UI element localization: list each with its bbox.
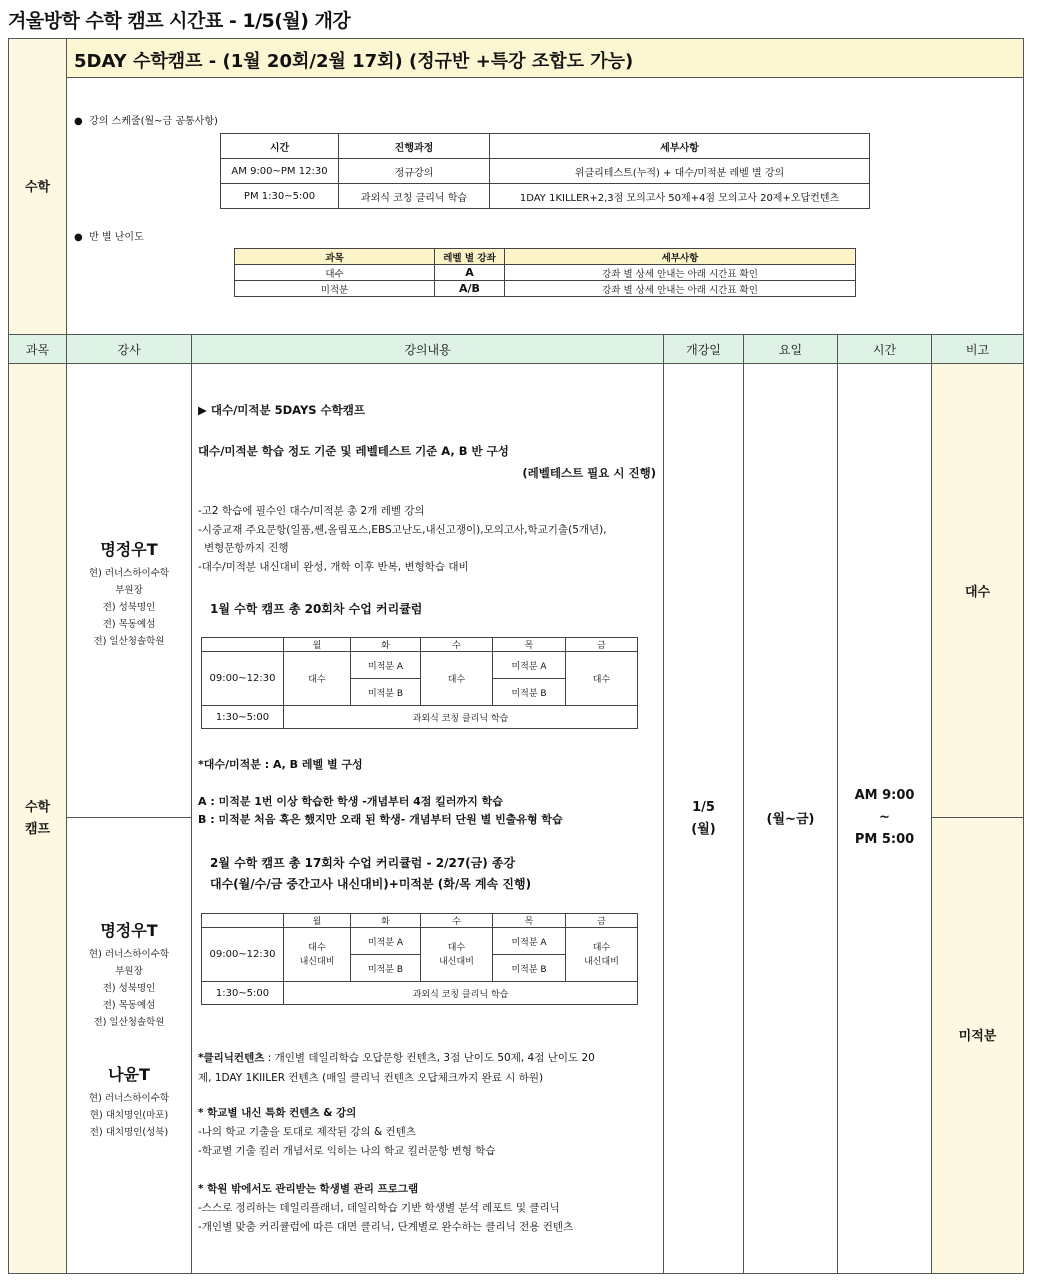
level-heading: ● 반 별 난이도 (74, 232, 144, 243)
teacher-1-line: 전) 일산청솔학원 (93, 636, 165, 647)
level-a-desc: A : 미적분 1번 이상 학습한 학생 -개념부터 4점 킬러까지 학습 (198, 795, 503, 808)
start-date: 1/5 (월) (691, 800, 716, 837)
teacher-1-line: 전) 성북명인 (102, 602, 156, 613)
teacher-2-line: 전) 성북명인 (102, 983, 156, 994)
camp-banner-text: 5DAY 수학캠프 - (1월 20회/2월 17회) (정규반 +특강 조합도 가능) (74, 51, 634, 72)
teacher-2-line: 현) 러너스하이수학 (88, 949, 170, 960)
teacher-2-line: 부원장 (115, 966, 143, 977)
level-test-note: (레벨테스트 필요 시 진행) (522, 466, 656, 480)
jan-curriculum-table: 월 화 수 목 금 09:00~12:30 대수 미적분 A 대수 미적분 A 대수 미적분 B 미적분 B 1:30~5:00 과외식 코칭 클리닉 학습 (201, 637, 638, 729)
note-algebra: 대수 (964, 585, 991, 600)
teacher-2-line: 전) 일산청솔학원 (93, 1017, 165, 1028)
school-content: * 학교별 내신 특화 컨텐츠 & 강의 -나의 학교 기출을 토대로 제작된 강의 & 컨텐츠 -학교별 기출 킬러 개념서로 익히는 나의 학교 킬러문항 변형 학습 (198, 1107, 496, 1157)
header-subject: 과목 (25, 342, 50, 357)
teacher-1-line: 현) 러너스하이수학 (88, 568, 170, 579)
level-structure-heading: 대수/미적분 학습 정도 기준 및 레벨테스트 기준 A, B 반 구성 (198, 444, 509, 458)
header-teacher: 강사 (117, 342, 141, 357)
feb-curriculum-table: 월 화 수 목 금 09:00~12:30 대수 내신대비 미적분 A 대수 내신대비 미적분 A 대수 내신대비 미적분 B 미적분 B 1:30~5:00 과외식 코칭 클리닉 학습 (201, 913, 638, 1005)
teacher-2-line: 전) 목동예섬 (102, 1000, 156, 1011)
top-subject-label: 수학 (24, 179, 51, 195)
feb-curriculum-title: 2월 수학 캠프 총 17회차 수업 커리큘럼 - 2/27(금) 종강 대수(월/수/금 중간고사 내신대비)+미적분 (화/목 계속 진행) (210, 856, 532, 891)
teacher-1-name: 명정우T (100, 540, 158, 559)
teacher-3-line: 현) 대치명인(마포) (89, 1110, 169, 1121)
teacher-3-name: 나윤T (108, 1065, 150, 1084)
header-note: 비고 (965, 342, 990, 357)
header-start: 개강일 (686, 342, 721, 357)
class-days: (월~금) (766, 812, 815, 827)
teacher-3-line: 현) 러너스하이수학 (88, 1093, 170, 1104)
clinic-content: *클리닉컨텐츠 : 개인별 데일리학습 오답문항 컨텐츠, 3점 난이도 50제, 4점 난이도 20 제, 1DAY 1KIILER 컨텐츠 (매일 클리닉 컨텐츠 오답체크까지 완료 시 하원) (198, 1052, 595, 1084)
header-day: 요일 (778, 342, 803, 357)
class-time: AM 9:00 ~ PM 5:00 (854, 788, 915, 847)
teacher-3-line: 전) 대치명인(성북) (89, 1127, 169, 1138)
content-lines: -고2 학습에 필수인 대수/미적분 총 2개 레벨 강의 -시중교재 주요문항(일품,쎈,올림포스,EBS고난도,내신고쟁이),모의고사,학교기출(5개년), 변형문항까지 진행 -대수/미적분 내신대비 완성, 개학 이후 반복, 변형학습 대비 (198, 505, 607, 573)
schedule-table: 시간 진행과정 세부사항 AM 9:00~PM 12:30 정규강의 위클리테스트(누적) + 대수/미적분 레벨 별 강의 PM 1:30~5:00 과외식 코칭 클리닉 학습 1DAY 1KILLER+2,3점 모의고사 50제+4점 모의고사 20제+오답컨텐츠 (220, 133, 870, 209)
level-table: 과목 레벨 별 강좌 세부사항 대수 A 강좌 별 상세 안내는 아래 시간표 확인 미적분 A/B 강좌 별 상세 안내는 아래 시간표 확인 (234, 248, 856, 297)
jan-curriculum-title: 1월 수학 캠프 총 20회차 수업 커리큘럼 (210, 602, 423, 616)
lecture-content (198, 401, 658, 419)
main-subject-label: 수학 캠프 (24, 800, 51, 837)
teacher-3 (67, 1062, 191, 1141)
teacher-1 (67, 537, 191, 650)
note-calculus: 미적분 (958, 1029, 997, 1044)
level-title: *대수/미적분 : A, B 레벨 별 구성 (198, 758, 363, 771)
teacher-2-name: 명정우T (100, 921, 158, 940)
page-title: 겨울방학 수학 캠프 시간표 - 1/5(월) 개강 (8, 10, 351, 32)
teacher-1-line: 전) 목동예섬 (102, 619, 156, 630)
schedule-heading: ● 강의 스케줄(월~금 공통사항) (74, 116, 218, 127)
note-cell-lower (932, 818, 1023, 1273)
teacher-2 (67, 918, 191, 1031)
content-heading: ▶ 대수/미적분 5DAYS 수학캠프 (198, 403, 365, 417)
header-time: 시간 (872, 342, 897, 357)
header-content: 강의내용 (404, 342, 451, 357)
level-b-desc: B : 미적분 처음 혹은 했지만 오래 된 학생- 개념부터 단원 별 빈출유형 학습 (198, 813, 563, 826)
management-content: * 학원 밖에서도 관리받는 학생별 관리 프로그램 -스스로 정리하는 데일리플래너, 데일리학습 기반 학생별 분석 레포트 및 클리닉 -개인별 맞춤 커리큘럼에 따른 대면 클리닉, 단계별로 완수하는 클리닉 전용 컨텐츠 (198, 1183, 574, 1233)
teacher-1-line: 부원장 (115, 585, 143, 596)
